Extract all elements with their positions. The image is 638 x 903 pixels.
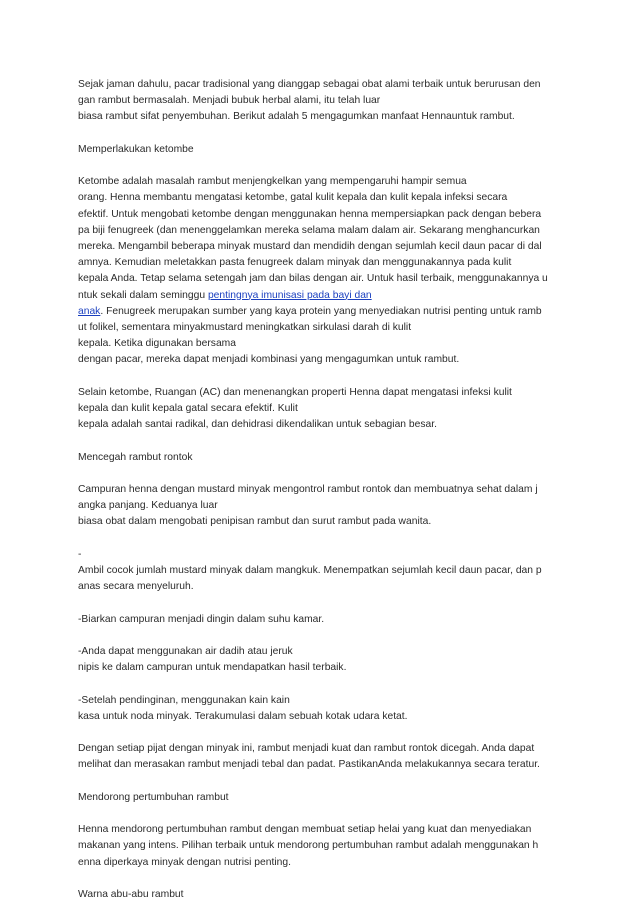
text-line: orang. Henna membantu mengatasi ketombe, gatal kulit kepala dan kulit kepala infeksi secara: [78, 192, 508, 204]
inline-link[interactable]: anak: [78, 305, 101, 317]
text-line: Ambil cocok jumlah mustard minyak dalam mangkuk. Menempatkan sejumlah kecil daun pacar, dan p: [78, 565, 542, 576]
text-line: biasa rambut sifat penyembuhan. Berikut adalah 5 mengagumkan manfaat Hennauntuk rambut.: [78, 111, 515, 123]
text-line: Henna mendorong pertumbuhan rambut dengan membuat setiap helai yang kuat dan menyediakan: [78, 824, 532, 836]
text-segment: . Fenugreek merupakan sumber yang kaya protein yang menyediakan nutrisi penting untuk ramb: [100, 305, 542, 317]
text-line: nipis ke dalam campuran untuk mendapatkan hasil terbaik.: [78, 662, 347, 674]
text-line: [78, 304, 568, 320]
paragraph: [78, 693, 568, 725]
text-line: ut folikel, sementara minyakmustard meningkatkan sirkulasi darah di kulit: [78, 322, 412, 334]
text-line: -Setelah pendinginan, menggunakan kain kain: [78, 694, 290, 706]
text-line: kepala. Ketika digunakan bersama: [78, 338, 236, 350]
paragraph: [78, 741, 568, 773]
inline-link[interactable]: pentingnya imunisasi pada bayi dan: [207, 289, 372, 301]
text-line: [78, 288, 568, 304]
text-segment: ntuk sekali dalam seminggu: [78, 289, 208, 301]
text-line: Mencegah rambut rontok: [78, 451, 193, 463]
text-line: Mendorong pertumbuhan rambut: [78, 791, 229, 803]
paragraph: [78, 482, 568, 531]
text-line: enna diperkaya minyak dengan nutrisi penting.: [78, 856, 291, 868]
text-line: gan rambut bermasalah. Menjadi bubuk herbal alami, itu telah luar: [78, 95, 381, 107]
text-line: pa biji fenugreek (dan menenggelamkan mereka selama malam dalam air. Sekarang menghancurkan: [78, 224, 540, 236]
paragraph: [78, 450, 568, 466]
text-line: melihat dan merasakan rambut menjadi tebal dan padat. PastikanAnda melakukannya secara teratur.: [78, 759, 540, 771]
text-line: efektif. Untuk mengobati ketombe dengan menggunakan henna mempersiapkan pack dengan bebera: [78, 208, 542, 220]
text-line: kepala adalah santai radikal, dan dehidrasi dikendalikan untuk sebagian besar.: [78, 419, 437, 431]
text-line: Selain ketombe, Ruangan (AC) dan menenangkan properti Henna dapat mengatasi infeksi kulit: [78, 386, 512, 398]
article-body: [78, 77, 568, 903]
text-line: Dengan setiap pijat dengan minyak ini, rambut menjadi kuat dan rambut rontok dicegah. Anda dapat: [78, 743, 535, 755]
paragraph: [78, 142, 568, 158]
paragraph: [78, 790, 568, 806]
text-line: amnya. Kemudian meletakkan pasta fenugreek dalam minyak dan menggunakannya pada kulit: [78, 257, 512, 269]
text-line: makanan yang intens. Pilihan terbaik untuk mendorong pertumbuhan rambut adalah menggunakan h: [78, 840, 539, 852]
text-line: Sejak jaman dahulu, pacar tradisional yang dianggap sebagai obat alami terbaik untuk berurusan den: [78, 79, 541, 90]
text-line: -Anda dapat menggunakan air dadih atau jeruk: [78, 645, 293, 657]
paragraph: [78, 822, 568, 871]
paragraph: [78, 77, 568, 126]
text-line: Campuran henna dengan mustard minyak mengontrol rambut rontok dan membuatnya sehat dalam j: [78, 484, 538, 495]
paragraph: [78, 547, 568, 596]
text-line: -: [78, 548, 82, 560]
paragraph: [78, 385, 568, 434]
paragraph: [78, 174, 568, 368]
paragraph: [78, 612, 568, 628]
text-line: Warna abu-abu rambut: [78, 888, 184, 900]
text-line: mereka. Mengambil beberapa minyak mustard dan mendidih dengan sejumlah kecil daun pacar di dal: [78, 241, 542, 252]
text-line: biasa obat dalam mengobati penipisan rambut dan surut rambut pada wanita.: [78, 516, 432, 528]
text-line: kasa untuk noda minyak. Terakumulasi dalam sebuah kotak udara ketat.: [78, 710, 408, 722]
text-line: -Biarkan campuran menjadi dingin dalam suhu kamar.: [78, 613, 325, 625]
paragraph: [78, 644, 568, 676]
text-line: kepala Anda. Tetap selama setengah jam dan bilas dengan air. Untuk hasil terbaik, menggunakannya u: [78, 273, 548, 285]
text-line: kepala dan kulit kepala gatal secara efektif. Kulit: [78, 403, 298, 415]
text-line: angka panjang. Keduanya luar: [78, 500, 218, 512]
text-line: anas secara menyeluruh.: [78, 581, 194, 593]
paragraph: [78, 887, 568, 903]
text-line: dengan pacar, mereka dapat menjadi kombinasi yang mengagumkan untuk rambut.: [78, 354, 460, 366]
text-line: Ketombe adalah masalah rambut menjengkelkan yang mempengaruhi hampir semua: [78, 176, 467, 188]
text-line: Memperlakukan ketombe: [78, 143, 194, 155]
